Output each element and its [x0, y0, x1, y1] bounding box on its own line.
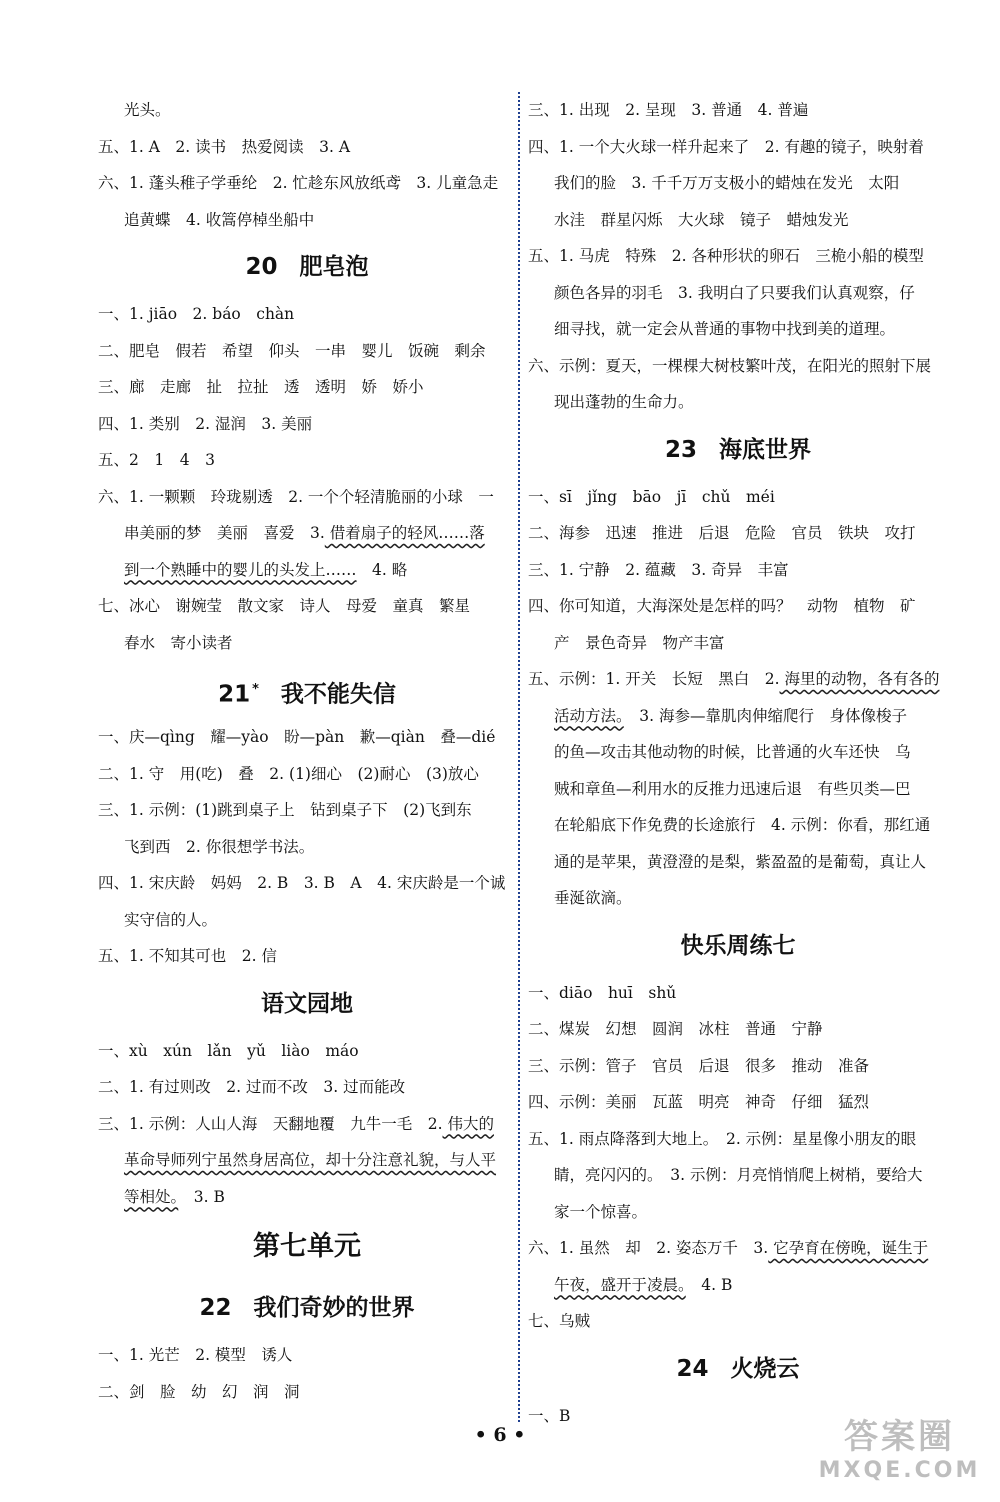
answer-line: [528, 880, 948, 917]
answer-text: 五、1. 不知其可也 2. 信: [98, 947, 277, 965]
section-title: 语文园地: [261, 990, 353, 1017]
answer-text: 一、B: [528, 1406, 571, 1425]
answer-line: [528, 661, 948, 698]
answer-line: [528, 734, 948, 771]
answer-text: 七、乌贼: [528, 1312, 591, 1330]
answer-line: [98, 515, 516, 552]
answer-text: 六、1. 虽然 却 2. 姿态万千 3.: [528, 1239, 769, 1257]
answer-line: [528, 1267, 948, 1304]
answer-line: [528, 625, 948, 662]
answer-text: 一、diāo huī shǔ: [528, 983, 677, 1002]
answer-line: [528, 92, 948, 129]
section-heading: [528, 421, 948, 479]
answer-text: 四、1. 宋庆龄 妈妈 2. B 3. B A 4. 宋庆龄是一个诚: [98, 874, 506, 892]
section-number: 22: [199, 1295, 232, 1321]
answer-line: [98, 92, 516, 129]
answer-line: [528, 515, 948, 552]
answer-line: [528, 1121, 948, 1158]
answer-line: [98, 1033, 516, 1070]
answer-text: 睛，亮闪闪的。 3. 示例：月亮悄悄爬上树梢，要给大: [554, 1166, 923, 1184]
answer-line: [528, 1303, 948, 1340]
underlined-answer: 午夜，盛开于凌晨。: [554, 1275, 686, 1294]
watermark-url: MXQE.COM: [818, 1458, 981, 1483]
answer-line: [528, 202, 948, 239]
answer-line: [98, 719, 516, 756]
answer-text: 串美丽的梦 美丽 喜爱 3.: [124, 524, 325, 542]
answer-line: [98, 1069, 516, 1106]
answer-line: [98, 902, 516, 939]
answer-text: 二、1. 有过则改 2. 过而不改 3. 过而能改: [98, 1078, 406, 1096]
right-column: [528, 92, 948, 1434]
watermark-text: 答案圈: [844, 1417, 955, 1457]
answer-text: 光头。: [124, 101, 171, 119]
answer-text: 二、海参 迅速 推进 后退 危险 官员 铁块 攻打: [528, 524, 916, 542]
answer-text: 垂涎欲滴。: [554, 889, 632, 907]
answer-text: 4. B: [685, 1275, 733, 1294]
answer-text: 家一个惊喜。: [554, 1202, 648, 1221]
answer-text: 三、示例：管子 官员 后退 很多 推动 准备: [528, 1056, 870, 1075]
answer-text: 在轮船底下作免费的长途旅行 4. 示例：你看，那红通: [554, 816, 931, 834]
answer-text: 二、肥皂 假若 希望 仰头 一串 婴儿 饭碗 剩余: [98, 341, 486, 360]
answer-line: [98, 406, 516, 443]
answer-text: 我们的脸 3. 千千万万支极小的蜡烛在发光 太阳: [554, 174, 900, 192]
answer-text: 四、1. 类别 2. 湿润 3. 美丽: [98, 414, 313, 433]
answer-line: [528, 1011, 948, 1048]
answer-line: [98, 625, 516, 662]
column-divider: [518, 92, 520, 1422]
unit-title: [98, 1215, 516, 1279]
answer-line: [98, 442, 516, 479]
section-number: 24: [676, 1355, 709, 1382]
answer-line: [528, 807, 948, 844]
answer-text: 一、庆—qìng 耀—yào 盼—pàn 歉—qiàn 叠—dié: [98, 728, 496, 746]
answer-line: [528, 588, 948, 625]
answer-text: 五、2 1 4 3: [98, 451, 215, 469]
section-heading: [98, 238, 516, 296]
answer-text: 四、1. 一个大火球一样升起来了 2. 有趣的镜子，映射着: [528, 137, 924, 156]
answer-text: 七、冰心 谢婉莹 散文家 诗人 母爱 童真 繁星: [98, 597, 471, 615]
answer-line: [528, 1048, 948, 1085]
optional-mark: *: [252, 682, 259, 697]
answer-text: 二、剑 脸 幼 幻 润 洞: [98, 1382, 300, 1401]
answer-line: [98, 333, 516, 370]
answer-text: 六、1. 一颗颗 玲珑剔透 2. 一个个轻清脆丽的小球 一: [98, 487, 494, 506]
section-title: 快乐周练七: [680, 932, 796, 959]
section-number: 20: [245, 254, 278, 280]
answer-line: [98, 756, 516, 793]
answer-text: 现出蓬勃的生命力。: [554, 393, 694, 411]
answer-text: 的鱼—攻击其他动物的时候，比普通的火车还快 乌: [554, 743, 911, 761]
underlined-answer: 它孕育在傍晚，诞生于: [768, 1239, 929, 1257]
answer-text: 贼和章鱼—利用水的反推力迅速后退 有些贝类—巴: [554, 779, 911, 798]
answer-text: 一、1. 光芒 2. 模型 诱人: [98, 1346, 293, 1364]
answer-line: [98, 792, 516, 829]
answer-text: 一、xù xún lǎn yǔ liào máo: [98, 1041, 359, 1060]
answer-line: [528, 1157, 948, 1194]
answer-line: [98, 1179, 516, 1216]
section-title: 我不能失信: [280, 681, 396, 708]
answer-line: [98, 202, 516, 239]
answer-text: 三、1. 出现 2. 呈现 3. 普通 4. 普遍: [528, 101, 809, 119]
answer-text: 3. 海参—靠肌肉伸缩爬行 身体像梭子: [623, 706, 907, 725]
answer-line: [528, 275, 948, 312]
answer-text: 四、你可知道，大海深处是怎样的吗？ 动物 植物 矿: [528, 597, 916, 615]
page-number: • 6 •: [474, 1424, 526, 1446]
answer-line: [528, 384, 948, 421]
answer-text: 实守信的人。: [124, 910, 218, 929]
answer-line: [528, 698, 948, 735]
answer-text: 六、1. 蓬头稚子学垂纶 2. 忙趁东风放纸鸢 3. 儿童急走: [98, 174, 499, 192]
section-heading: [98, 661, 516, 719]
answer-text: 三、廊 走廊 扯 拉扯 透 透明 娇 娇小: [98, 378, 424, 396]
answer-text: 产 景色奇异 物产丰富: [554, 633, 725, 652]
answer-line: [528, 129, 948, 166]
underlined-answer: 等相处。: [124, 1187, 179, 1206]
answer-line: [528, 1194, 948, 1231]
answer-text: 四、示例：美丽 瓦蓝 明亮 神奇 仔细 猛烈: [528, 1093, 870, 1111]
underlined-answer: 伟大的: [442, 1114, 494, 1133]
underlined-answer: 海里的动物，各有各的: [779, 670, 940, 688]
answer-text: 3. B: [178, 1187, 225, 1206]
answer-text: 五、示例：1. 开关 长短 黑白 2.: [528, 670, 780, 688]
answer-line: [98, 829, 516, 866]
answer-line: [98, 552, 516, 589]
section-title: 我们奇妙的世界: [253, 1295, 415, 1321]
answer-line: [528, 844, 948, 881]
answer-line: [98, 165, 516, 202]
answer-line: [98, 479, 516, 516]
underlined-answer: 活动方法。: [554, 706, 624, 725]
answer-line: [98, 129, 516, 166]
answer-line: [98, 1106, 516, 1143]
answer-line: [528, 311, 948, 348]
answer-text: 飞到西 2. 你很想学书法。: [124, 837, 315, 856]
section-title: 火烧云: [730, 1355, 800, 1382]
answer-text: 五、1. 马虎 特殊 2. 各种形状的卵石 三桅小船的模型: [528, 247, 924, 265]
answer-line: [528, 1230, 948, 1267]
answer-line: [98, 1374, 516, 1411]
answer-line: [98, 369, 516, 406]
answer-text: 一、1. jiāo 2. báo chàn: [98, 305, 295, 323]
answer-text: 三、1. 示例：(1)跳到桌子上 钻到桌子下 (2)飞到东: [98, 801, 472, 819]
underlined-answer: 借着扇子的轻风……落: [324, 524, 485, 542]
answer-line: [528, 975, 948, 1012]
answer-line: [98, 588, 516, 625]
section-number: 21: [218, 681, 251, 708]
section-title: 肥皂泡: [299, 254, 369, 280]
answer-text: 二、煤炭 幻想 圆润 冰柱 普通 宁静: [528, 1020, 823, 1038]
answer-line: [98, 296, 516, 333]
left-column: [98, 92, 516, 1410]
answer-line: [98, 1142, 516, 1179]
answer-text: 五、1. A 2. 读书 热爱阅读 3. A: [98, 137, 351, 156]
section-number: 23: [664, 436, 697, 463]
answer-line: [528, 165, 948, 202]
answer-line: [528, 552, 948, 589]
answer-line: [528, 348, 948, 385]
answer-line: [528, 479, 948, 516]
answer-text: 颜色各异的羽毛 3. 我明白了只要我们认真观察，仔: [554, 283, 915, 302]
section-heading: [98, 975, 516, 1033]
answer-text: 五、1. 雨点降落到大地上。 2. 示例：星星像小朋友的眼: [528, 1129, 917, 1148]
answer-text: 三、1. 示例：人山人海 天翻地覆 九牛一毛 2.: [98, 1114, 443, 1133]
answer-text: 一、sī jǐng bāo jī chǔ méi: [528, 487, 775, 506]
section-heading: [528, 1340, 948, 1398]
answer-line: [528, 1084, 948, 1121]
answer-text: 4. 略: [356, 560, 408, 579]
answer-text: 水洼 群星闪烁 大火球 镜子 蜡烛发光: [554, 210, 849, 229]
answer-text: 三、1. 宁静 2. 蕴藏 3. 奇异 丰富: [528, 560, 789, 579]
answer-text: 通的是苹果，黄澄澄的是梨，紫盈盈的是葡萄，真让人: [554, 852, 927, 871]
answer-line: [98, 1337, 516, 1374]
underlined-answer: 革命导师列宁虽然身居高位，却十分注意礼貌，与人平: [124, 1151, 497, 1169]
answer-line: [98, 938, 516, 975]
watermark-logo: [817, 1416, 982, 1490]
answer-line: [98, 865, 516, 902]
section-title: 海底世界: [719, 436, 811, 463]
answer-text: 细寻找，就一定会从普通的事物中找到美的道理。: [554, 320, 896, 338]
answer-line: [528, 238, 948, 275]
section-heading: [98, 1279, 516, 1337]
answer-text: 六、示例：夏天，一棵棵大树枝繁叶茂，在阳光的照射下展: [528, 356, 932, 375]
answer-text: 二、1. 守 用(吃) 叠 2. (1)细心 (2)耐心 (3)放心: [98, 764, 479, 783]
answer-text: 春水 寄小读者: [124, 633, 233, 652]
section-heading: [528, 917, 948, 975]
underlined-answer: 到一个熟睡中的婴儿的头发上……: [124, 560, 357, 579]
answer-line: [528, 771, 948, 808]
section-title: 第七单元: [253, 1231, 361, 1262]
answer-text: 追黄蝶 4. 收篙停棹坐船中: [124, 210, 315, 229]
